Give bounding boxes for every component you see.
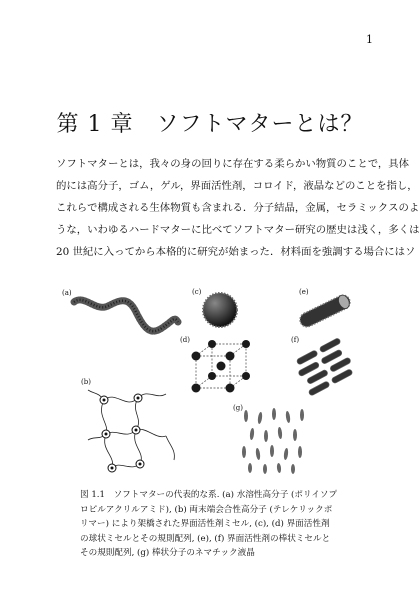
body-line: 的には高分子，ゴム，ゲル，界面活性剤，コロイド，液晶などのことを指し， xyxy=(56,180,418,192)
rod-micelle-illustration xyxy=(294,294,356,328)
panel-label-b: (b) xyxy=(81,378,91,386)
caption-line: の球状ミセルとその規則配列, (e), (f) 界面活性剤の棒状ミセルと xyxy=(80,533,331,544)
panel-label-d: (d) xyxy=(180,336,190,344)
panel-label-e: (e) xyxy=(299,288,309,296)
rod-micelle-array-illustration xyxy=(296,340,358,390)
body-line: これらで構成される生体物質も含まれる．分子結晶，金属，セラミックスのよ xyxy=(56,202,420,214)
nematic-liquid-crystal-illustration xyxy=(238,408,308,474)
caption-line: ロピルアクリルアミド), (b) 両末端会合性高分子 (テレケリックポ xyxy=(80,504,333,515)
caption-line: リマー) により架橋された界面活性剤ミセル, (c), (d) 界面活性剤 xyxy=(80,519,330,530)
body-paragraph xyxy=(56,153,420,263)
panel-label-g: (g) xyxy=(233,404,243,412)
body-line: うな，いわゆるハードマターに比べてソフトマター研究の歴史は浅く，多くは xyxy=(56,224,420,236)
spherical-micelle-illustration xyxy=(200,290,240,330)
figure-caption xyxy=(80,488,380,561)
body-line: ソフトマターとは，我々の身の回りに存在する柔らかい物質のことで，具体 xyxy=(56,158,410,170)
polymer-chain-illustration xyxy=(70,292,180,342)
page-number: 1 xyxy=(366,33,373,46)
micelle-lattice-illustration xyxy=(190,340,252,392)
chapter-title: 第 1 章 ソフトマターとは？ xyxy=(56,112,364,137)
panel-label-a: (a) xyxy=(62,289,72,297)
micelle-network-illustration xyxy=(86,380,178,478)
caption-line: 図 1.1 ソフトマターの代表的な系. (a) 水溶性高分子 (ポリイソプ xyxy=(80,490,338,500)
body-line: 20 世紀に入ってから本格的に研究が始まった．材料面を強調する場合にはソ xyxy=(56,246,416,258)
panel-label-f: (f) xyxy=(291,336,300,344)
caption-line: その規則配列, (g) 棒状分子のネマチック液晶 xyxy=(80,548,255,559)
panel-label-c: (c) xyxy=(192,288,202,296)
